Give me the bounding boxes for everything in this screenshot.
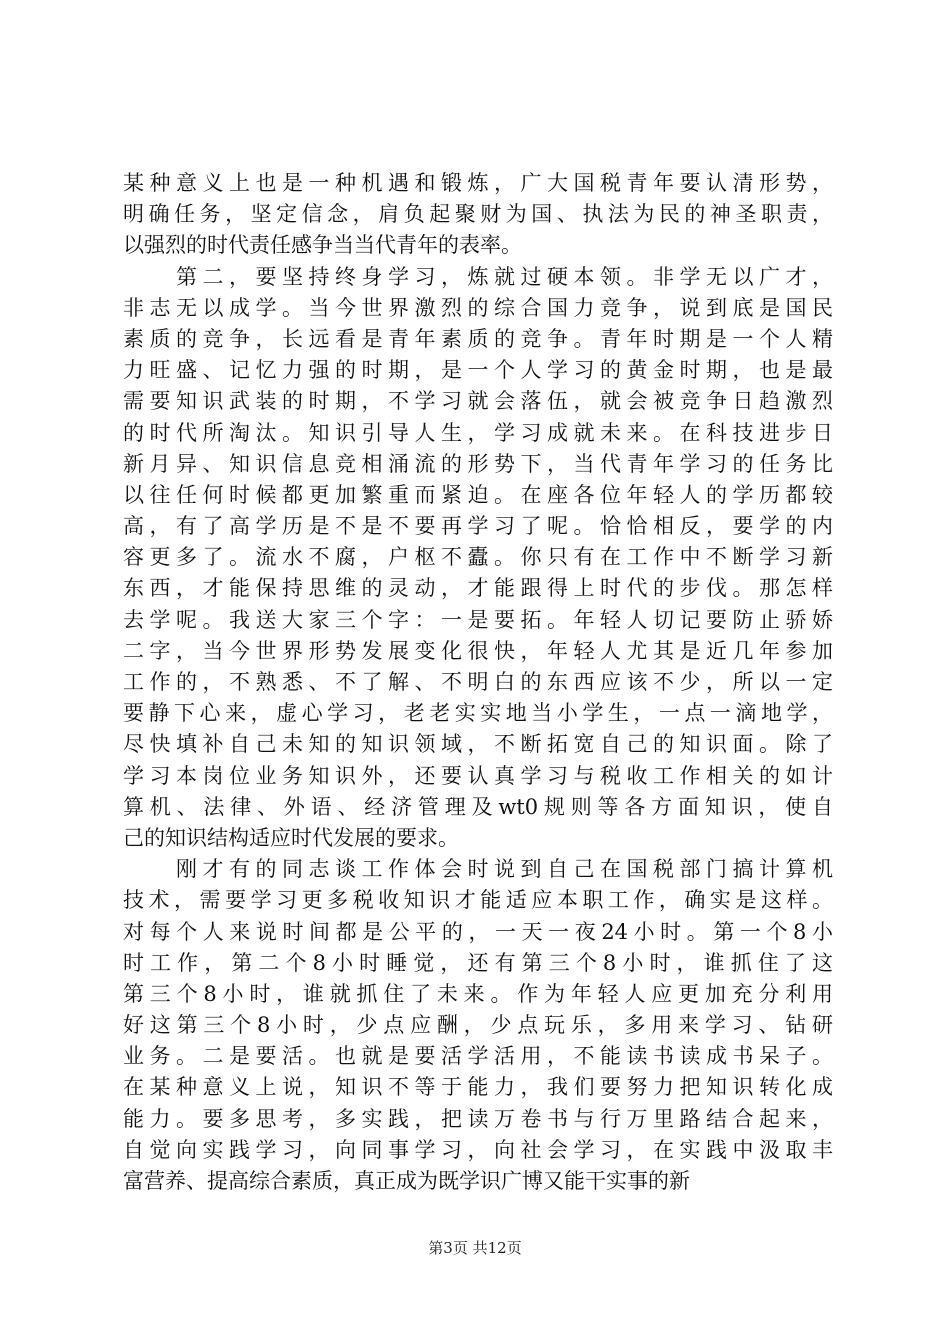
body-text: [123, 168, 833, 1197]
text-line: 东西，才能保持思维的灵动，才能跟得上时代的步伐。那怎样: [123, 576, 833, 601]
text-line: 二字，当今世界形势发展变化很快，年轻人尤其是近几年参加: [123, 638, 833, 663]
text-line: 自觉向实践学习，向同事学习，向社会学习，在实践中汲取丰: [123, 1137, 833, 1162]
text-line: 好这第三个8小时，少点应酬，少点玩乐，多用来学习、钻研: [123, 1013, 833, 1038]
text-line: 高，有了高学历是不是不要再学习了呢。恰恰相反，要学的内: [123, 514, 833, 539]
text-line: 某种意义上也是一种机遇和锻炼，广大国税青年要认清形势，: [123, 171, 833, 195]
text-line: 时工作，第二个8小时睡觉，还有第三个8小时，谁抓住了这: [123, 950, 833, 975]
text-line: 力旺盛、记忆力强的时期，是一个人学习的黄金时期，也是最: [123, 358, 833, 383]
text-line: 在某种意义上说，知识不等于能力，我们要努力把知识转化成: [123, 1075, 833, 1100]
text-line: 工作的，不熟悉、不了解、不明白的东西应该不少，所以一定: [123, 670, 833, 694]
text-line: 需要知识武装的时期，不学习就会落伍，就会被竞争日趋激烈: [123, 389, 833, 414]
text-line: 明确任务，坚定信念，肩负起聚财为国、执法为民的神圣职责，: [123, 202, 833, 227]
text-line: 新月异、知识信息竞相涌流的形势下，当代青年学习的任务比: [123, 451, 833, 476]
page-number: 第3页 共12页: [428, 1239, 522, 1257]
text-line: 技术，需要学习更多税收知识才能适应本职工作，确实是这样。: [123, 888, 833, 913]
text-line: 的时代所淘汰。知识引导人生，学习成就未来。在科技进步日: [123, 420, 833, 445]
text-line: 学习本岗位业务知识外，还要认真学习与税收工作相关的如计: [123, 763, 833, 788]
text-line: 第三个8小时，谁就抓住了未来。作为年轻人应更加充分利用: [123, 981, 833, 1006]
text-line: 以往任何时候都更加繁重而紧迫。在座各位年轻人的学历都较: [123, 482, 833, 507]
text-line: 能力。要多思考，多实践，把读万卷书与行万里路结合起来，: [123, 1106, 833, 1131]
text-line: 富营养、提高综合素质，真正成为既学识广博又能干实事的新: [123, 1169, 690, 1193]
text-line: 素质的竞争，长远看是青年素质的竞争。青年时期是一个人精: [123, 326, 833, 351]
text-line: 己的知识结构适应时代发展的要求。: [123, 825, 459, 850]
text-line: 要静下心来，虚心学习，老老实实地当小学生，一点一滴地学，: [123, 701, 833, 726]
text-line: 刚才有的同志谈工作体会时说到自己在国税部门搞计算机: [123, 857, 833, 882]
text-line: 容更多了。流水不腐，户枢不蠹。你只有在工作中不断学习新: [123, 545, 833, 570]
text-line: 非志无以成学。当今世界激烈的综合国力竞争，说到底是国民: [123, 295, 833, 320]
text-line: 尽快填补自己未知的知识领域，不断拓宽自己的知识面。除了: [123, 732, 833, 757]
text-line: 算机、法律、外语、经济管理及wt0规则等各方面知识，使自: [123, 794, 833, 819]
text-line: 去学呢。我送大家三个字：一是要拓。年轻人切记要防止骄娇: [123, 607, 833, 632]
text-line: 以强烈的时代责任感争当当代青年的表率。: [123, 233, 522, 258]
text-line: 对每个人来说时间都是公平的，一天一夜24小时。第一个8小: [123, 919, 833, 944]
text-line: 业务。二是要活。也就是要活学活用，不能读书读成书呆子。: [123, 1044, 833, 1069]
text-line: 第二，要坚持终身学习，炼就过硬本领。非学无以广才，: [123, 264, 833, 289]
